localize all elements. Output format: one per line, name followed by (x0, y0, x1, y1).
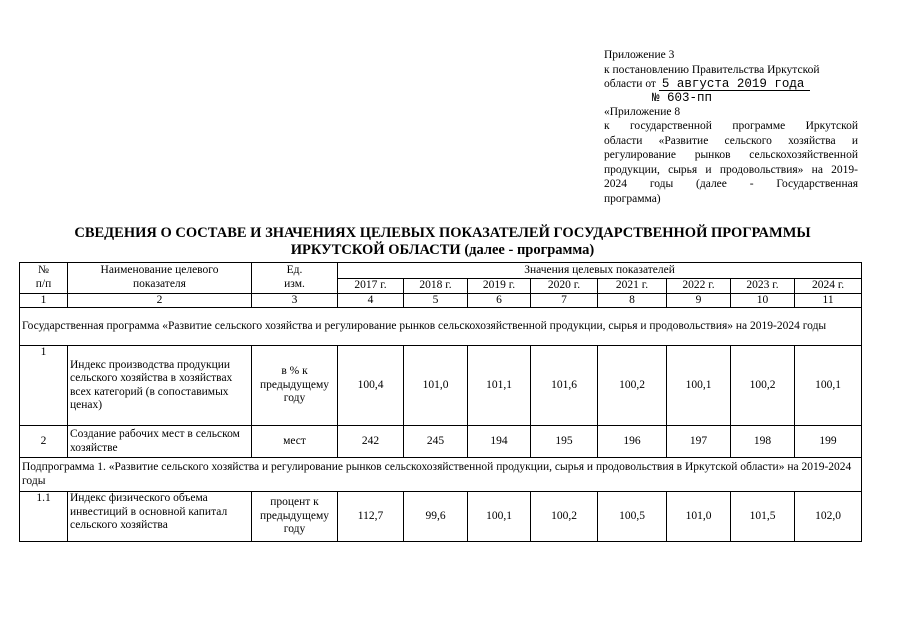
row-value: 101,5 (731, 492, 795, 542)
section-row (20, 308, 862, 346)
column-number-row (20, 293, 862, 308)
row-value: 197 (667, 426, 731, 458)
row-value: 102,0 (795, 492, 862, 542)
typed-number: № 603-пп (652, 90, 713, 105)
row-value: 101,6 (531, 346, 598, 426)
appendix8-line: 2024 годы (далее - Государственная (604, 178, 858, 190)
appendix8-line: регулирование рынков сельскохозяйственной (604, 149, 858, 161)
column-number: 7 (531, 293, 598, 308)
table-row (20, 426, 862, 458)
appendix-line: Приложение 3 (604, 49, 675, 61)
header-name-line1: Наименование целевого (100, 264, 219, 277)
row-value: 245 (404, 426, 468, 458)
appendix-line: к постановлению Правительства Иркутской (604, 63, 820, 76)
appendix8-line: программа) (604, 192, 661, 205)
appendix8-line: продукции, сырья и продовольствия» на 2019- (604, 163, 858, 176)
section-row (20, 458, 862, 492)
table-row (20, 346, 862, 426)
appendix8-line: области «Развитие сельского хозяйства и (604, 134, 858, 147)
page-title (20, 225, 865, 259)
typed-date: 5 августа 2019 года (659, 78, 811, 91)
header-year: 2024 г. (795, 279, 862, 294)
row-value: 100,1 (795, 346, 862, 426)
appendix-date-prefix: области от (604, 78, 656, 90)
header-year: 2020 г. (531, 279, 598, 294)
row-value: 198 (731, 426, 795, 458)
row-value: 101,1 (468, 346, 531, 426)
header-name-line2: показателя (133, 277, 186, 290)
header-num-line1: № (38, 264, 49, 277)
column-number: 4 (338, 293, 404, 308)
section-title-program: Государственная программа «Развитие сельского хозяйства и регулирование рынков сельскохозяйственной продукции, сырья и продовольствия» на 2019-2024 годы (20, 308, 862, 346)
header-year: 2017 г. (338, 279, 404, 294)
row-unit: в % к предыдущему году (252, 346, 338, 426)
row-value: 195 (531, 426, 598, 458)
column-number: 2 (68, 293, 252, 308)
row-value: 101,0 (404, 346, 468, 426)
row-value: 112,7 (338, 492, 404, 542)
appendix-block (604, 48, 858, 206)
row-value: 196 (598, 426, 667, 458)
header-values-group: Значения целевых показателей (338, 263, 862, 279)
row-value: 99,6 (404, 492, 468, 542)
row-value: 199 (795, 426, 862, 458)
row-name: Создание рабочих мест в сельском хозяйстве (68, 426, 252, 458)
header-num-line2: п/п (35, 277, 52, 290)
title-line: ИРКУТСКОЙ ОБЛАСТИ (далее - программа) (290, 242, 595, 258)
row-value: 242 (338, 426, 404, 458)
column-number: 8 (598, 293, 667, 308)
header-year: 2023 г. (731, 279, 795, 294)
row-num: 1 (20, 346, 68, 426)
header-year: 2021 г. (598, 279, 667, 294)
header-unit-line1: Ед. (286, 264, 303, 277)
appendix-date-line (604, 77, 858, 92)
row-name: Индекс физического объема инвестиций в основной капитал сельского хозяйства (68, 492, 252, 542)
header-year: 2022 г. (667, 279, 731, 294)
column-number: 10 (731, 293, 795, 308)
header-year: 2019 г. (468, 279, 531, 294)
row-value: 100,2 (598, 346, 667, 426)
header-num (20, 263, 68, 294)
row-value: 100,4 (338, 346, 404, 426)
column-number: 11 (795, 293, 862, 308)
row-value: 100,1 (468, 492, 531, 542)
table-header-row (20, 263, 862, 279)
appendix8-line: «Приложение 8 (604, 105, 681, 118)
section-title-subprogram: Подпрограмма 1. «Развитие сельского хозяйства и регулирование рынков сельскохозяйственной продукции, сырья и продовольствия в Иркутской области» на 2019-2024 годы (20, 458, 862, 492)
header-unit (252, 263, 338, 294)
row-name: Индекс производства продукции сельского хозяйства в хозяйствах всех категорий (в сопоставимых ценах) (68, 346, 252, 426)
row-unit: процент к предыдущему году (252, 492, 338, 542)
row-value: 100,2 (731, 346, 795, 426)
column-number: 9 (667, 293, 731, 308)
title-line: СВЕДЕНИЯ О СОСТАВЕ И ЗНАЧЕНИЯХ ЦЕЛЕВЫХ ПОКАЗАТЕЛЕЙ ГОСУДАРСТВЕННОЙ ПРОГРАММЫ (74, 225, 811, 241)
indicators-table (19, 262, 862, 542)
row-value: 101,0 (667, 492, 731, 542)
row-value: 100,1 (667, 346, 731, 426)
row-num: 2 (20, 426, 68, 458)
header-unit-line2: изм. (284, 277, 305, 290)
header-name (68, 263, 252, 294)
column-number: 1 (20, 293, 68, 308)
column-number: 5 (404, 293, 468, 308)
table-row (20, 492, 862, 542)
row-unit: мест (252, 426, 338, 458)
row-value: 100,2 (531, 492, 598, 542)
row-num: 1.1 (20, 492, 68, 542)
row-value: 194 (468, 426, 531, 458)
column-number: 3 (252, 293, 338, 308)
appendix8-line: к государственной программе Иркутской (604, 120, 858, 132)
column-number: 6 (468, 293, 531, 308)
header-year: 2018 г. (404, 279, 468, 294)
row-value: 100,5 (598, 492, 667, 542)
